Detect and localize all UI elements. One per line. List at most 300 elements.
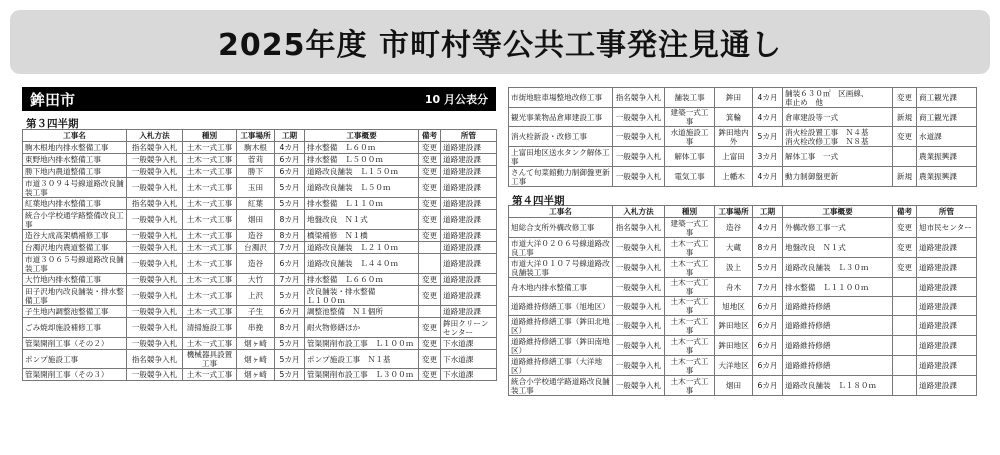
cell-work-type: 建築一式工事 [665,218,715,238]
cell-department: 道路建設課 [917,297,977,316]
cell-location: 造谷 [715,218,753,238]
column-header-summary: 工事概要 [783,206,893,218]
cell-location: 烟ヶ崎 [237,338,275,350]
cell-duration: 5カ月 [275,350,305,369]
cell-work-type: 土木一式工事 [183,338,237,350]
cell-bid-method: 一般競争入札 [127,369,183,381]
column-header-summary: 工事概要 [305,130,419,142]
right-column [508,87,976,396]
cell-summary: 動力制御盤更新 [783,167,893,187]
cell-location: 舟木 [715,278,753,297]
table-row [509,238,977,258]
cell-location: 大蔵 [715,238,753,258]
cell-work-name: 統合小学校通学路整備改良工事 [23,210,127,230]
cell-remark: 変更 [419,274,441,286]
cell-department: 道路建設課 [441,306,497,318]
cell-location: 菅苅 [237,154,275,166]
cell-bid-method: 一般競争入札 [127,154,183,166]
cell-remark: 変更 [893,127,917,147]
cell-remark: 変更 [419,338,441,350]
cell-summary: 管渠開削布設工事 Ｌ３００ｍ [305,369,419,381]
column-header-remark: 備考 [893,206,917,218]
cell-duration: 4カ月 [753,167,783,187]
cell-work-name: 管渠開削工事（その３） [23,369,127,381]
cell-duration: 4カ月 [753,88,783,108]
cell-work-type: 土木一式工事 [183,210,237,230]
cell-bid-method: 一般競争入札 [127,306,183,318]
cell-bid-method: 一般競争入札 [127,254,183,274]
cell-work-name: 子生地内調整池整備工事 [23,306,127,318]
cell-remark [893,297,917,316]
column-header-location: 工事場所 [237,130,275,142]
cell-work-name: 台濁沢地内農道整備工事 [23,242,127,254]
cell-bid-method: 一般競争入札 [127,286,183,306]
cell-location: 台濁沢 [237,242,275,254]
cell-work-type: 機械器具設置工事 [183,350,237,369]
cell-bid-method: 一般競争入札 [613,297,665,316]
cell-department: 道路建設課 [917,238,977,258]
cell-department: 商工観光課 [917,88,977,108]
cell-work-type: 土木一式工事 [665,376,715,396]
cell-duration: 6カ月 [753,336,783,356]
cell-summary: 外構改修工事一式 [783,218,893,238]
cell-department: 道路建設課 [441,166,497,178]
cell-work-name: 旭総合支所外構改修工事 [509,218,613,238]
cell-location: 鉾田地内外 [715,127,753,147]
cell-work-type: 土木一式工事 [183,369,237,381]
cell-location: 紅葉 [237,198,275,210]
table-row [23,166,497,178]
table-row [23,254,497,274]
cell-remark: 変更 [893,238,917,258]
table-row [509,258,977,278]
cell-remark: 変更 [419,318,441,338]
cell-remark: 変更 [419,369,441,381]
cell-duration: 7カ月 [275,274,305,286]
cell-bid-method: 一般競争入札 [613,147,665,167]
cell-work-type: 土木一式工事 [665,316,715,336]
cell-summary: 調整池整備 Ｎ１個所 [305,306,419,318]
cell-duration: 6カ月 [275,154,305,166]
q4-body [509,218,977,396]
cell-summary: 排水整備 Ｌ６６０ｍ [305,274,419,286]
table-row [23,286,497,306]
cell-work-name: 道路維持修繕工事（大洋地区） [509,356,613,376]
column-header-bid-method: 入札方法 [613,206,665,218]
cell-work-type: 土木一式工事 [665,356,715,376]
cell-bid-method: 一般競争入札 [127,166,183,178]
column-header-work-type: 種別 [665,206,715,218]
cell-department: 道路建設課 [441,254,497,274]
table-row [23,178,497,198]
q3-right-body [509,88,977,187]
table-row [23,274,497,286]
city-header [22,87,496,111]
cell-location: 烟田 [715,376,753,396]
cell-work-type: 水道施設工事 [665,127,715,147]
cell-location: 鉾田地区 [715,316,753,336]
cell-work-name: 駒木根地内排水整備工事 [23,142,127,154]
cell-work-type: 土木一式工事 [183,286,237,306]
cell-department: 道路建設課 [441,274,497,286]
cell-department: 道路建設課 [917,316,977,336]
cell-department: 下水道課 [441,350,497,369]
cell-location: 造谷 [237,254,275,274]
cell-location: 子生 [237,306,275,318]
column-header-department: 所管 [917,206,977,218]
cell-work-name: 市道大洋０２０６号線道路改良工事 [509,238,613,258]
cell-location: 駒木根 [237,142,275,154]
cell-duration: 7カ月 [275,242,305,254]
cell-summary: 道路維持修繕 [783,356,893,376]
cell-work-type: 清掃施設工事 [183,318,237,338]
cell-department: 道路建設課 [917,258,977,278]
cell-work-name: 大竹地内排水整備工事 [23,274,127,286]
cell-location: 烟ヶ崎 [237,369,275,381]
column-header-duration: 工期 [275,130,305,142]
cell-bid-method: 一般競争入札 [613,238,665,258]
cell-bid-method: 一般競争入札 [613,356,665,376]
cell-department: 農業振興課 [917,167,977,187]
cell-remark: 変更 [419,178,441,198]
cell-location: 鉾田地区 [715,336,753,356]
cell-duration: 3カ月 [753,147,783,167]
table-row [509,127,977,147]
cell-location: 造谷 [237,230,275,242]
cell-work-name: 消火栓新設・改修工事 [509,127,613,147]
cell-department: 道路建設課 [441,242,497,254]
column-header-duration: 工期 [753,206,783,218]
table-row [23,242,497,254]
cell-bid-method: 一般競争入札 [613,127,665,147]
cell-summary: 排水整備 Ｌ６０ｍ [305,142,419,154]
cell-summary: 道路改良舗装 Ｌ３０ｍ [783,258,893,278]
table-row [509,218,977,238]
cell-remark [893,356,917,376]
cell-location: 箕輪 [715,108,753,127]
cell-summary: 道路改良舗装 Ｌ５０ｍ [305,178,419,198]
table-row [23,230,497,242]
cell-remark [893,316,917,336]
cell-location: 汲上 [715,258,753,278]
table-row [23,306,497,318]
cell-duration: 6カ月 [275,306,305,318]
cell-remark: 変更 [419,230,441,242]
table-row [23,210,497,230]
cell-remark: 変更 [893,258,917,278]
column-header-work-name: 工事名 [23,130,127,142]
table-row [23,142,497,154]
cell-work-type: 土木一式工事 [665,278,715,297]
cell-department: 道路建設課 [441,142,497,154]
cell-bid-method: 一般競争入札 [613,316,665,336]
cell-summary: 排水整備 Ｌ５００ｍ [305,154,419,166]
cell-duration: 5カ月 [275,286,305,306]
cell-remark: 新規 [893,167,917,187]
cell-work-type: 土木一式工事 [183,242,237,254]
cell-duration: 5カ月 [275,198,305,210]
cell-summary: 地盤改良 Ｎ１式 [783,238,893,258]
cell-work-name: 市街地駐車場整地改修工事 [509,88,613,108]
period-label-q3: 第３四半期 [26,118,79,130]
table-header-row [23,130,497,142]
cell-department: 道路建設課 [917,356,977,376]
cell-bid-method: 一般競争入札 [127,242,183,254]
cell-summary: 道路維持修繕 [783,297,893,316]
table-row [23,369,497,381]
cell-work-type: 土木一式工事 [183,230,237,242]
cell-work-type: 土木一式工事 [183,274,237,286]
cell-location: 上幡木 [715,167,753,187]
cell-work-name: 市道大洋０１０７号線道路改良舗装工事 [509,258,613,278]
cell-duration: 8カ月 [275,230,305,242]
period-label-q4: 第４四半期 [512,195,565,207]
cell-summary: 管渠開削布設工事 Ｌ１００ｍ [305,338,419,350]
cell-work-type: 解体工事 [665,147,715,167]
cell-department: 道路建設課 [441,230,497,242]
table-row [23,154,497,166]
cell-bid-method: 指名競争入札 [613,88,665,108]
cell-work-name: 観光事業物品倉庫建設工事 [509,108,613,127]
cell-remark [419,254,441,274]
cell-remark [893,336,917,356]
cell-bid-method: 一般競争入札 [127,230,183,242]
table-row [509,278,977,297]
cell-summary: 排水整備 Ｌ１１００ｍ [783,278,893,297]
q3-table-right [508,87,977,187]
cell-summary: 耐火物修繕ほか [305,318,419,338]
cell-duration: 7カ月 [753,278,783,297]
cell-work-type: 土木一式工事 [183,142,237,154]
cell-bid-method: 指名競争入札 [127,198,183,210]
cell-summary: 地盤改良 Ｎ１式 [305,210,419,230]
cell-remark: 変更 [893,88,917,108]
column-header-bid-method: 入札方法 [127,130,183,142]
q4-table [508,205,977,396]
cell-work-name: さんて旬菜館動力制御盤更新工事 [509,167,613,187]
cell-summary: 道路改良舗装 Ｌ４４０ｍ [305,254,419,274]
cell-department: 道路建設課 [917,336,977,356]
cell-work-type: 舗装工事 [665,88,715,108]
cell-work-name: 統合小学校通学路道路改良舗装工事 [509,376,613,396]
cell-work-type: 土木一式工事 [183,254,237,274]
cell-location: 玉田 [237,178,275,198]
cell-bid-method: 一般競争入札 [613,278,665,297]
table-row [509,108,977,127]
cell-department: 鉾田クリーンセンター [441,318,497,338]
cell-department: 農業振興課 [917,147,977,167]
cell-location: 勝下 [237,166,275,178]
cell-duration: 6カ月 [753,356,783,376]
cell-summary: 道路改良舗装 Ｌ１８０ｍ [783,376,893,396]
cell-duration: 6カ月 [275,166,305,178]
cell-work-type: 土木一式工事 [183,154,237,166]
table-row [509,88,977,108]
cell-department: 道路建設課 [917,376,977,396]
column-header-location: 工事場所 [715,206,753,218]
cell-summary: 解体工事 一式 [783,147,893,167]
cell-duration: 5カ月 [753,258,783,278]
cell-remark [893,147,917,167]
cell-location: 烟田 [237,210,275,230]
cell-location: 烟ヶ崎 [237,350,275,369]
cell-work-name: 田子沢地内改良舗装・排水整備工事 [23,286,127,306]
cell-remark: 変更 [419,142,441,154]
cell-duration: 5カ月 [275,178,305,198]
cell-work-name: 造谷大成高架橋補修工事 [23,230,127,242]
left-column [22,87,496,381]
cell-location: 上沢 [237,286,275,306]
cell-remark: 変更 [419,286,441,306]
cell-work-type: 電気工事 [665,167,715,187]
cell-department: 下水道課 [441,369,497,381]
cell-remark: 変更 [419,350,441,369]
column-header-remark: 備考 [419,130,441,142]
table-row [509,147,977,167]
cell-department: 道路建設課 [441,286,497,306]
cell-summary: 道路維持修繕 [783,336,893,356]
table-row [23,350,497,369]
city-name: 鉾田市 [30,90,76,109]
cell-work-name: 道路維持修繕工事（旭地区） [509,297,613,316]
cell-work-name: 東野地内排水整備工事 [23,154,127,166]
cell-bid-method: 一般競争入札 [127,274,183,286]
cell-duration: 6カ月 [753,376,783,396]
cell-location: 旭地区 [715,297,753,316]
cell-work-name: 管渠開削工事（その２） [23,338,127,350]
q3-table-left [22,129,497,381]
cell-department: 旭市民センター [917,218,977,238]
cell-bid-method: 一般競争入札 [613,167,665,187]
cell-department: 水道課 [917,127,977,147]
cell-bid-method: 一般競争入札 [127,318,183,338]
cell-work-type: 土木一式工事 [183,166,237,178]
cell-remark [419,306,441,318]
table-row [509,336,977,356]
cell-duration: 6カ月 [753,297,783,316]
cell-duration: 8カ月 [275,318,305,338]
q3-left-body [23,142,497,381]
cell-summary: 舗装６３０㎡ 区画線、 車止め 他 [783,88,893,108]
cell-duration: 8カ月 [275,210,305,230]
cell-bid-method: 一般競争入札 [127,178,183,198]
cell-bid-method: 指名競争入札 [613,218,665,238]
cell-remark: 変更 [419,198,441,210]
cell-bid-method: 一般競争入札 [613,336,665,356]
cell-duration: 5カ月 [275,338,305,350]
publication-note: 10 月公表分 [424,93,488,106]
cell-summary: 橋梁補修 Ｎ１橋 [305,230,419,242]
cell-department: 下水道課 [441,338,497,350]
cell-work-type: 建築一式工事 [665,108,715,127]
cell-remark [893,278,917,297]
cell-work-type: 土木一式工事 [665,238,715,258]
cell-work-type: 土木一式工事 [665,297,715,316]
cell-remark [893,376,917,396]
table-row [23,318,497,338]
cell-remark [419,242,441,254]
cell-duration: 6カ月 [753,316,783,336]
table-row [23,338,497,350]
cell-department: 商工観光課 [917,108,977,127]
cell-work-name: 道路維持修繕工事（鉾田南地区） [509,336,613,356]
cell-department: 道路建設課 [441,210,497,230]
cell-work-type: 土木一式工事 [183,198,237,210]
cell-work-name: 市道３０９４号線道路改良舗装工事 [23,178,127,198]
cell-department: 道路建設課 [441,154,497,166]
cell-bid-method: 指名競争入札 [127,142,183,154]
cell-bid-method: 一般競争入札 [613,376,665,396]
cell-location: 鉾田 [715,88,753,108]
cell-summary: 排水整備 Ｌ１１０ｍ [305,198,419,210]
cell-remark: 変更 [893,218,917,238]
cell-department: 道路建設課 [917,278,977,297]
table-row [509,316,977,336]
page-title: 2025年度 市町村等公共工事発注見通し [10,10,990,74]
cell-bid-method: 指名競争入札 [127,350,183,369]
cell-duration: 4カ月 [753,218,783,238]
cell-duration: 4カ月 [275,142,305,154]
cell-department: 道路建設課 [441,198,497,210]
cell-bid-method: 一般競争入札 [127,210,183,230]
column-header-department: 所管 [441,130,497,142]
cell-work-type: 土木一式工事 [665,336,715,356]
cell-location: 串挽 [237,318,275,338]
cell-work-name: 舟木地内排水整備工事 [509,278,613,297]
cell-work-name: 勝下地内農道整備工事 [23,166,127,178]
cell-duration: 6カ月 [275,254,305,274]
cell-summary: 消火栓設置工事 Ｎ４基 消火栓改修工事 Ｎ８基 [783,127,893,147]
cell-work-name: 市道３０６５号線道路改良舗装工事 [23,254,127,274]
cell-department: 道路建設課 [441,178,497,198]
cell-summary: 道路改良舗装 Ｌ１５０ｍ [305,166,419,178]
cell-location: 大洋地区 [715,356,753,376]
cell-duration: 5カ月 [275,369,305,381]
table-row [509,356,977,376]
table-row [509,297,977,316]
cell-work-type: 土木一式工事 [183,306,237,318]
cell-work-name: ごみ焼却施設補修工事 [23,318,127,338]
cell-summary: 倉庫建設等一式 [783,108,893,127]
cell-bid-method: 一般競争入札 [127,338,183,350]
cell-duration: 8カ月 [753,238,783,258]
cell-bid-method: 一般競争入札 [613,108,665,127]
cell-location: 上富田 [715,147,753,167]
table-header-row [509,206,977,218]
cell-duration: 4カ月 [753,108,783,127]
cell-work-name: 紅葉地内排水整備工事 [23,198,127,210]
table-row [509,376,977,396]
cell-work-type: 土木一式工事 [665,258,715,278]
cell-work-type: 土木一式工事 [183,178,237,198]
cell-remark: 変更 [419,210,441,230]
cell-work-name: 道路維持修繕工事（鉾田北地区） [509,316,613,336]
cell-summary: 道路改良舗装 Ｌ２１０ｍ [305,242,419,254]
cell-remark: 新規 [893,108,917,127]
column-header-work-type: 種別 [183,130,237,142]
cell-summary: ポンプ施設工事 Ｎ１基 [305,350,419,369]
cell-remark: 変更 [419,166,441,178]
cell-summary: 改良舗装・排水整備 Ｌ１００ｍ [305,286,419,306]
cell-work-name: ポンプ施設工事 [23,350,127,369]
table-row [509,167,977,187]
cell-bid-method: 一般競争入札 [613,258,665,278]
cell-duration: 5カ月 [753,127,783,147]
table-row [23,198,497,210]
cell-remark: 変更 [419,154,441,166]
cell-work-name: 上富田地区送水タンク解体工事 [509,147,613,167]
cell-summary: 道路維持修繕 [783,316,893,336]
